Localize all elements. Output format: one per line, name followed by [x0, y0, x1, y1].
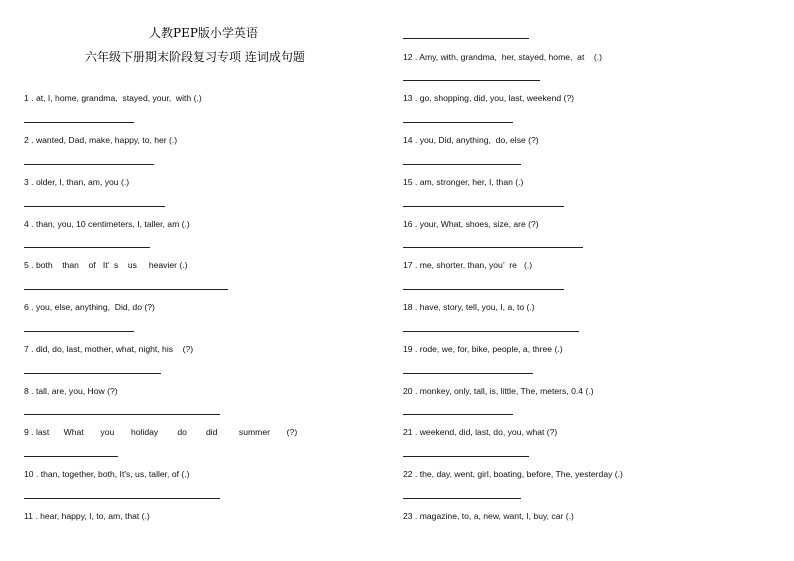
question-9: 9 . last What you holiday do did summer (?)	[24, 427, 298, 437]
answer-line-16[interactable]	[403, 247, 583, 248]
answer-line-21[interactable]	[403, 456, 529, 457]
answer-line-1[interactable]	[24, 122, 134, 123]
page-title: 人教PEP版小学英语	[149, 26, 258, 40]
answer-line-10[interactable]	[24, 498, 220, 499]
answer-line-9[interactable]	[24, 456, 118, 457]
question-17: 17 . me, shorter, than, you’ re (.)	[403, 260, 533, 270]
answer-line-4[interactable]	[24, 247, 150, 248]
question-13: 13 . go, shopping, did, you, last, weekend (?)	[403, 93, 575, 103]
answer-line-18[interactable]	[403, 331, 579, 332]
answer-line-5[interactable]	[24, 289, 228, 290]
question-6: 6 . you, else, anything, Did, do (?)	[24, 302, 155, 312]
page-subtitle: 六年级下册期末阶段复习专项 连词成句题	[85, 50, 305, 64]
answer-line-3[interactable]	[24, 206, 165, 207]
answer-line-22[interactable]	[403, 498, 521, 499]
answer-line-8[interactable]	[24, 414, 220, 415]
question-4: 4 . than, you, 10 centimeters, I, taller, am (.)	[24, 219, 190, 229]
answer-line-14[interactable]	[403, 164, 521, 165]
question-19: 19 . rode, we, for, bike, people, a, three (.)	[403, 344, 563, 354]
question-5: 5 . both than of It’ s us heavier (.)	[24, 260, 188, 270]
question-3: 3 . older, I, than, am, you (.)	[24, 177, 130, 187]
question-14: 14 . you, Did, anything, do, else (?)	[403, 135, 539, 145]
answer-line-17[interactable]	[403, 289, 564, 290]
question-11: 11 . hear, happy, I, to, am, that (.)	[24, 511, 150, 521]
question-22: 22 . the, day, went, girl, boating, before, The, yesterday (.)	[403, 469, 623, 479]
question-15: 15 . am, stronger, her, I, than (.)	[403, 177, 524, 187]
answer-line-7[interactable]	[24, 373, 161, 374]
answer-line-13[interactable]	[403, 122, 513, 123]
question-23: 23 . magazine, to, a, new, want, I, buy, car (.)	[403, 511, 574, 521]
answer-line-19[interactable]	[403, 373, 533, 374]
answer-line-6[interactable]	[24, 331, 134, 332]
question-2: 2 . wanted, Dad, make, happy, to, her (.)	[24, 135, 178, 145]
question-10: 10 . than, together, both, It's, us, taller, of (.)	[24, 469, 190, 479]
answer-line-top-right[interactable]	[403, 38, 529, 39]
question-20: 20 . monkey, only, tall, is, little, The, meters, 0.4 (.)	[403, 386, 594, 396]
question-16: 16 . your, What, shoes, size, are (?)	[403, 219, 539, 229]
answer-line-2[interactable]	[24, 164, 154, 165]
answer-line-15[interactable]	[403, 206, 564, 207]
question-18: 18 . have, story, tell, you, I, a, to (.)	[403, 302, 535, 312]
answer-line-20[interactable]	[403, 414, 513, 415]
question-21: 21 . weekend, did, last, do, you, what (?)	[403, 427, 558, 437]
question-1: 1 . at, I, home, grandma, stayed, your, with (.)	[24, 93, 202, 103]
answer-line-12[interactable]	[403, 80, 540, 81]
question-12: 12 . Amy, with, grandma, her, stayed, home, at (.)	[403, 52, 603, 62]
question-8: 8 . tall, are, you, How (?)	[24, 386, 118, 396]
question-7: 7 . did, do, last, mother, what, night, his (?)	[24, 344, 194, 354]
